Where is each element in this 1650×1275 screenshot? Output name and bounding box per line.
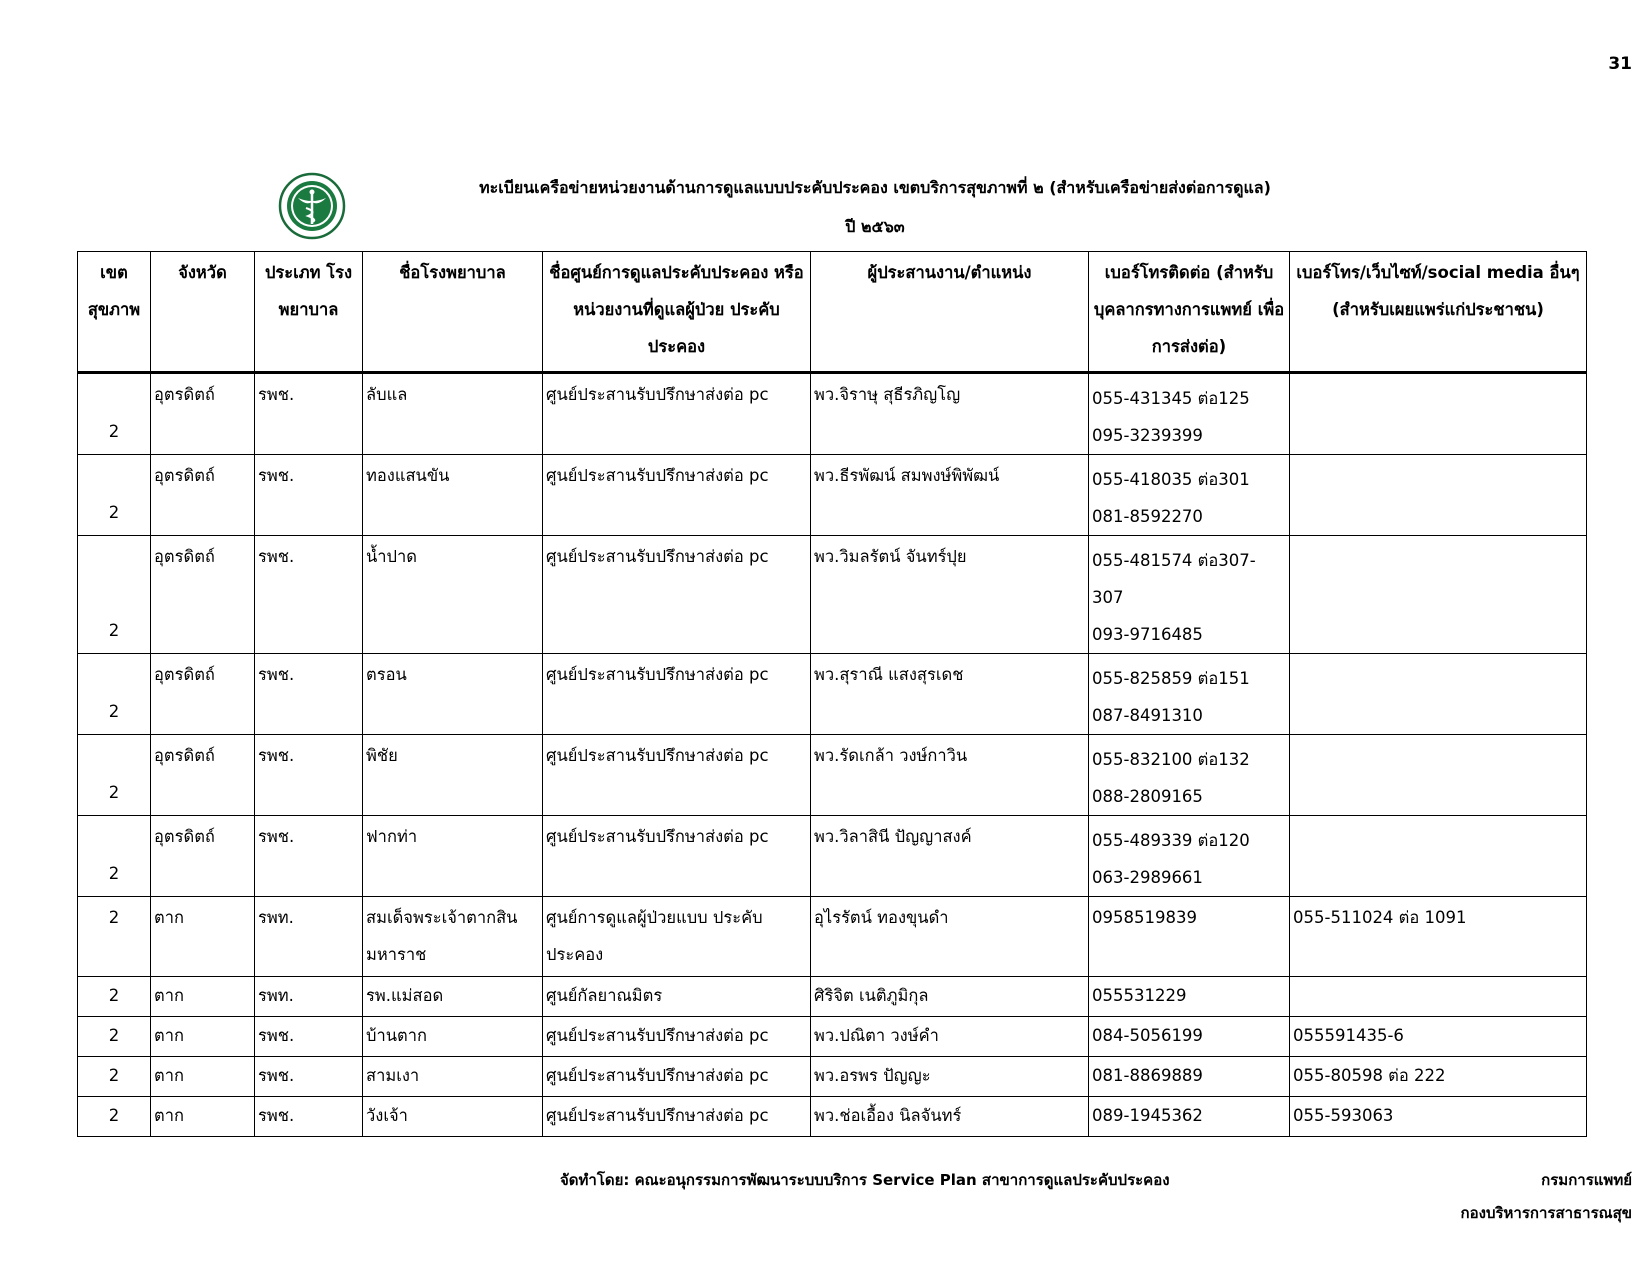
phone-cell	[1089, 816, 1290, 897]
center-name-cell: ศูนย์ประสานรับปรึกษาส่งต่อ pc	[543, 373, 811, 455]
public-contact-cell	[1290, 654, 1587, 735]
hospital-type-cell: รพท.	[255, 897, 363, 977]
phone-line: 081-8592270	[1092, 507, 1203, 526]
ministry-of-public-health-seal-icon	[278, 172, 346, 240]
header-cell: เบอร์โทรติดต่อ (สำหรับ บุคลากรทางการแพทย์ เพื่อการส่งต่อ)	[1089, 252, 1290, 373]
footer-prepared-by: จัดทำโดย: คณะอนุกรรมการพัฒนาระบบบริการ Service Plan สาขาการดูแลประคับประคอง	[560, 1171, 1170, 1189]
table-row	[78, 654, 1587, 735]
hospital-name-cell: พิชัย	[363, 735, 543, 816]
phone-cell	[1089, 536, 1290, 654]
phone-line: 087-8491310	[1092, 706, 1203, 725]
coordinator-cell: พว.วิมลรัตน์ จันทร์ปุย	[811, 536, 1089, 654]
phone-line: 055-832100 ต่อ132	[1092, 750, 1250, 769]
table-row	[78, 1097, 1587, 1137]
hospital-name-cell: ทองแสนขัน	[363, 455, 543, 536]
header-cell: ผู้ประสานงาน/ตำแหน่ง	[811, 252, 1089, 373]
zone-cell: 2	[78, 735, 151, 816]
public-contact-cell	[1290, 735, 1587, 816]
phone-cell	[1089, 455, 1290, 536]
hospital-type-cell: รพช.	[255, 373, 363, 455]
phone-cell: 089-1945362	[1089, 1097, 1290, 1137]
hospital-type-cell: รพช.	[255, 735, 363, 816]
table-row	[78, 455, 1587, 536]
zone-cell: 2	[78, 455, 151, 536]
phone-cell: 081-8869889	[1089, 1057, 1290, 1097]
phone-line: 055-489339 ต่อ120	[1092, 831, 1250, 850]
zone-cell: 2	[78, 1097, 151, 1137]
phone-line: 095-3239399	[1092, 426, 1203, 445]
zone-cell: 2	[78, 897, 151, 977]
public-contact-cell: 055591435-6	[1290, 1017, 1587, 1057]
coordinator-cell: พว.ปณิตา วงษ์คำ	[811, 1017, 1089, 1057]
footer-division: กองบริหารการสาธารณสุข	[1460, 1204, 1632, 1222]
coordinator-cell: อุไรรัตน์ ทองขุนดำ	[811, 897, 1089, 977]
footer-department: กรมการแพทย์	[1541, 1171, 1632, 1189]
phone-line: 055-418035 ต่อ301	[1092, 470, 1250, 489]
table-header-row	[78, 252, 1587, 373]
phone-line: 063-2989661	[1092, 868, 1203, 887]
hospital-name-cell: วังเจ้า	[363, 1097, 543, 1137]
center-name-cell: ศูนย์กัลยาณมิตร	[543, 977, 811, 1017]
center-name-cell: ศูนย์ประสานรับปรึกษาส่งต่อ pc	[543, 536, 811, 654]
header-cell: ชื่อศูนย์การดูแลประคับประคอง หรือ หน่วยงานที่ดูแลผู้ป่วย ประคับประคอง	[543, 252, 811, 373]
hospital-name-cell: ลับแล	[363, 373, 543, 455]
hospital-type-cell: รพท.	[255, 977, 363, 1017]
center-name-cell: ศูนย์การดูแลผู้ป่วยแบบ ประคับประคอง	[543, 897, 811, 977]
table-row	[78, 1057, 1587, 1097]
phone-cell	[1089, 735, 1290, 816]
zone-cell: 2	[78, 1057, 151, 1097]
public-contact-cell: 055-511024 ต่อ 1091	[1290, 897, 1587, 977]
public-contact-cell: 055-80598 ต่อ 222	[1290, 1057, 1587, 1097]
coordinator-cell: พว.อรพร ปัญญะ	[811, 1057, 1089, 1097]
province-cell: ตาก	[151, 1097, 255, 1137]
phone-line: 093-9716485	[1092, 625, 1203, 644]
hospital-type-cell: รพช.	[255, 1097, 363, 1137]
page-title: ทะเบียนเครือข่ายหน่วยงานด้านการดูแลแบบประคับประคอง เขตบริการสุขภาพที่ ๒ (สำหรับเครือข่ายส่งต่อการดูแล)	[479, 178, 1271, 197]
coordinator-cell: พว.ช่อเอื้อง นิลจันทร์	[811, 1097, 1089, 1137]
phone-line: 055-481574 ต่อ307-307	[1092, 551, 1256, 607]
center-name-cell: ศูนย์ประสานรับปรึกษาส่งต่อ pc	[543, 816, 811, 897]
public-contact-cell	[1290, 373, 1587, 455]
hospital-type-cell: รพช.	[255, 654, 363, 735]
header-cell: เขต สุขภาพ	[78, 252, 151, 373]
phone-cell	[1089, 373, 1290, 455]
table-row	[78, 816, 1587, 897]
province-cell: ตาก	[151, 977, 255, 1017]
center-name-cell: ศูนย์ประสานรับปรึกษาส่งต่อ pc	[543, 735, 811, 816]
hospital-type-cell: รพช.	[255, 455, 363, 536]
zone-cell: 2	[78, 654, 151, 735]
center-name-cell: ศูนย์ประสานรับปรึกษาส่งต่อ pc	[543, 654, 811, 735]
header-cell: จังหวัด	[151, 252, 255, 373]
province-cell: อุตรดิตถ์	[151, 654, 255, 735]
hospital-name-cell: บ้านตาก	[363, 1017, 543, 1057]
coordinator-cell: ศิริจิต เนติภูมิกุล	[811, 977, 1089, 1017]
zone-cell: 2	[78, 1017, 151, 1057]
table-row	[78, 536, 1587, 654]
hospital-type-cell: รพช.	[255, 1057, 363, 1097]
public-contact-cell: 055-593063	[1290, 1097, 1587, 1137]
public-contact-cell	[1290, 816, 1587, 897]
center-name-cell: ศูนย์ประสานรับปรึกษาส่งต่อ pc	[543, 1097, 811, 1137]
phone-line: 055-825859 ต่อ151	[1092, 669, 1250, 688]
hospital-name-cell: น้ำปาด	[363, 536, 543, 654]
phone-line: 088-2809165	[1092, 787, 1203, 806]
province-cell: ตาก	[151, 1017, 255, 1057]
province-cell: อุตรดิตถ์	[151, 816, 255, 897]
header-cell: ชื่อโรงพยาบาล	[363, 252, 543, 373]
province-cell: ตาก	[151, 897, 255, 977]
page-subtitle: ปี ๒๕๖๓	[845, 217, 905, 236]
table-row	[78, 897, 1587, 977]
center-name-cell: ศูนย์ประสานรับปรึกษาส่งต่อ pc	[543, 1017, 811, 1057]
phone-cell	[1089, 654, 1290, 735]
hospital-type-cell: รพช.	[255, 536, 363, 654]
hospital-name-cell: สามเงา	[363, 1057, 543, 1097]
table-row	[78, 977, 1587, 1017]
zone-cell: 2	[78, 373, 151, 455]
hospital-name-cell: รพ.แม่สอด	[363, 977, 543, 1017]
hospital-name-cell: ตรอน	[363, 654, 543, 735]
center-name-cell: ศูนย์ประสานรับปรึกษาส่งต่อ pc	[543, 455, 811, 536]
hospital-name-cell: สมเด็จพระเจ้าตากสิน มหาราช	[363, 897, 543, 977]
phone-line: 055-431345 ต่อ125	[1092, 389, 1250, 408]
table-row	[78, 735, 1587, 816]
phone-cell: 055531229	[1089, 977, 1290, 1017]
page-number: 31	[1608, 54, 1632, 74]
hospital-name-cell: ฟากท่า	[363, 816, 543, 897]
province-cell: อุตรดิตถ์	[151, 536, 255, 654]
table-row	[78, 373, 1587, 455]
province-cell: อุตรดิตถ์	[151, 735, 255, 816]
phone-cell: 084-5056199	[1089, 1017, 1290, 1057]
province-cell: อุตรดิตถ์	[151, 373, 255, 455]
header-cell: ประเภท โรงพยาบาล	[255, 252, 363, 373]
coordinator-cell: พว.วิลาสินี ปัญญาสงค์	[811, 816, 1089, 897]
public-contact-cell	[1290, 536, 1587, 654]
coordinator-cell: พว.รัดเกล้า วงษ์กาวิน	[811, 735, 1089, 816]
zone-cell: 2	[78, 536, 151, 654]
phone-cell: 0958519839	[1089, 897, 1290, 977]
province-cell: ตาก	[151, 1057, 255, 1097]
center-name-cell: ศูนย์ประสานรับปรึกษาส่งต่อ pc	[543, 1057, 811, 1097]
zone-cell: 2	[78, 816, 151, 897]
coordinator-cell: พว.ธีรพัฒน์ สมพงษ์พิพัฒน์	[811, 455, 1089, 536]
public-contact-cell	[1290, 977, 1587, 1017]
coordinator-cell: พว.จิราษุ สุธีรภิญโญ	[811, 373, 1089, 455]
zone-cell: 2	[78, 977, 151, 1017]
table-row	[78, 1017, 1587, 1057]
hospital-type-cell: รพช.	[255, 816, 363, 897]
public-contact-cell	[1290, 455, 1587, 536]
hospital-type-cell: รพช.	[255, 1017, 363, 1057]
header-cell: เบอร์โทร/เว็บไซท์/social media อื่นๆ (สำหรับเผยแพร่แก่ประชาชน)	[1290, 252, 1587, 373]
province-cell: อุตรดิตถ์	[151, 455, 255, 536]
registry-table	[77, 251, 1587, 1137]
coordinator-cell: พว.สุราณี แสงสุรเดช	[811, 654, 1089, 735]
